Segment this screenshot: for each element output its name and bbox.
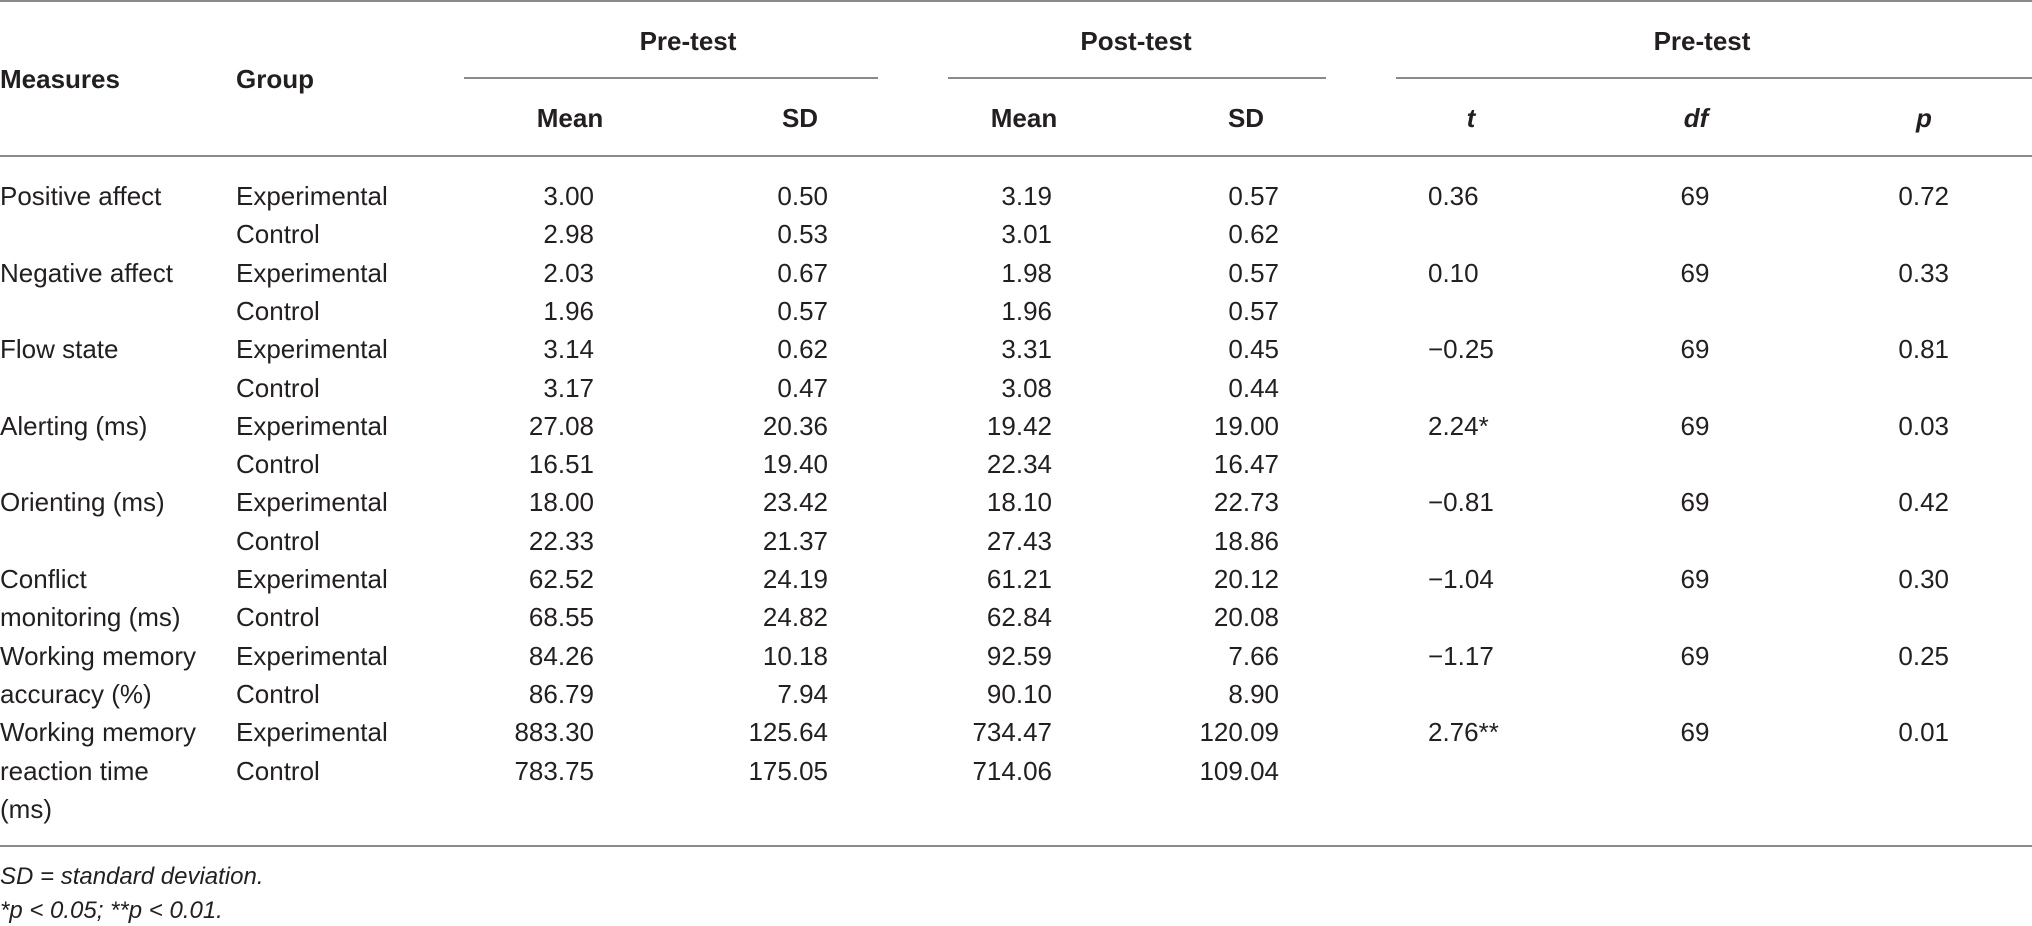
post-mean-cell: 90.10 [986,678,1052,709]
pre-mean-cell: 3.14 [543,334,594,365]
measure-label: Alerting (ms) [0,410,148,441]
pre-sd-cell: 0.67 [777,257,828,288]
t-value-cell: −0.25 [1428,334,1494,365]
post-sd-cell: 0.45 [1228,334,1279,365]
pre-mean-cell: 2.98 [543,219,594,250]
column-group-header-pretest: Pre-test [639,26,737,56]
pre-sd-cell: 0.47 [777,372,828,403]
column-group-header-posttest: Post-test [1080,26,1192,56]
pre-sd-cell: 0.50 [777,181,828,211]
pre-sd-cell: 20.36 [762,410,828,441]
pre-sd-cell: 0.53 [777,219,828,250]
pre-sd-cell: 10.18 [762,640,828,671]
measure-label: Positive affect [0,181,162,211]
post-mean-cell: 22.34 [986,449,1052,480]
group-label: Experimental [236,181,388,211]
group-label: Experimental [236,410,388,441]
p-value-cell: 0.42 [1898,487,1949,518]
df-value-cell: 69 [1680,487,1710,518]
p-value-cell: 0.01 [1898,717,1949,748]
column-header-post-mean: Mean [990,103,1058,133]
column-header-measures: Measures [0,64,120,94]
pre-mean-cell: 883.30 [514,717,594,748]
t-value-cell: −1.17 [1428,640,1494,671]
pre-sd-cell: 24.82 [762,602,828,633]
pre-sd-cell: 21.37 [762,525,828,556]
t-value-cell: −0.81 [1428,487,1494,518]
post-sd-cell: 16.47 [1213,449,1279,480]
p-value-cell: 0.72 [1898,181,1949,211]
group-label: Control [236,449,320,480]
df-value-cell: 69 [1680,640,1710,671]
pre-sd-cell: 0.62 [777,334,828,365]
header-bottom-rule [0,155,2032,157]
df-value-cell: 69 [1680,334,1710,365]
t-value-cell: 2.76** [1428,717,1499,748]
group-label: Control [236,755,320,786]
post-sd-cell: 0.57 [1228,181,1279,211]
post-mean-cell: 714.06 [972,755,1052,786]
column-header-pre-mean: Mean [536,103,604,133]
t-value-cell: −1.04 [1428,564,1494,594]
post-mean-cell: 1.96 [1001,295,1052,326]
post-mean-cell: 19.42 [986,410,1052,441]
group-label: Experimental [236,717,388,748]
post-sd-cell: 8.90 [1228,678,1279,709]
p-value-cell: 0.33 [1898,257,1949,288]
group-label: Experimental [236,334,388,365]
footnote-significance: *p < 0.05; **p < 0.01. [0,897,223,924]
pretest-group-rule [464,77,878,79]
posttest-group-rule [948,77,1326,79]
p-value-cell: 0.03 [1898,410,1949,441]
pre-mean-cell: 16.51 [528,449,594,480]
post-sd-cell: 109.04 [1199,755,1279,786]
post-sd-cell: 120.09 [1199,717,1279,748]
group-label: Experimental [236,257,388,288]
pre-sd-cell: 23.42 [762,487,828,518]
post-mean-cell: 3.31 [1001,334,1052,365]
pre-sd-cell: 19.40 [762,449,828,480]
measure-label: Flow state [0,334,119,365]
table-top-rule [0,0,2032,2]
measure-label: (ms) [0,793,52,824]
pre-mean-cell: 27.08 [528,410,594,441]
group-label: Control [236,219,320,250]
post-sd-cell: 22.73 [1213,487,1279,518]
column-header-t: t [1466,103,1476,133]
post-sd-cell: 18.86 [1213,525,1279,556]
post-sd-cell: 20.08 [1213,602,1279,633]
pre-mean-cell: 62.52 [528,564,594,594]
post-mean-cell: 62.84 [986,602,1052,633]
group-label: Control [236,295,320,326]
group-label: Experimental [236,487,388,518]
post-sd-cell: 20.12 [1213,564,1279,594]
column-header-post-sd: SD [1227,103,1265,133]
df-value-cell: 69 [1680,717,1710,748]
pre-mean-cell: 3.00 [543,181,594,211]
footnote-sd: SD = standard deviation. [0,863,264,890]
pre-mean-cell: 3.17 [543,372,594,403]
test-group-rule [1396,77,2032,79]
post-sd-cell: 0.62 [1228,219,1279,250]
post-mean-cell: 27.43 [986,525,1052,556]
post-sd-cell: 0.57 [1228,295,1279,326]
df-value-cell: 69 [1680,410,1710,441]
measure-label: Negative affect [0,257,173,288]
post-sd-cell: 19.00 [1213,410,1279,441]
measure-label: Working memory [0,640,197,671]
measure-label: reaction time [0,755,149,786]
pre-sd-cell: 0.57 [777,295,828,326]
post-mean-cell: 18.10 [986,487,1052,518]
pre-mean-cell: 783.75 [514,755,594,786]
column-header-p: p [1916,103,1932,133]
pre-sd-cell: 24.19 [762,564,828,594]
p-value-cell: 0.25 [1898,640,1949,671]
measure-label: Working memory [0,717,197,748]
group-label: Experimental [236,564,388,594]
post-mean-cell: 734.47 [972,717,1052,748]
post-sd-cell: 0.57 [1228,257,1279,288]
pre-sd-cell: 175.05 [748,755,828,786]
post-sd-cell: 7.66 [1228,640,1279,671]
column-header-group: Group [236,64,314,94]
p-value-cell: 0.30 [1898,564,1949,594]
post-mean-cell: 3.08 [1001,372,1052,403]
post-sd-cell: 0.44 [1228,372,1279,403]
group-label: Control [236,372,320,403]
post-mean-cell: 61.21 [986,564,1052,594]
group-label: Experimental [236,640,388,671]
table-bottom-rule [0,845,2032,847]
column-header-df: df [1683,103,1709,133]
measure-label: monitoring (ms) [0,602,181,633]
pre-mean-cell: 1.96 [543,295,594,326]
post-mean-cell: 3.01 [1001,219,1052,250]
post-mean-cell: 1.98 [1001,257,1052,288]
measure-label: Conflict [0,564,87,594]
df-value-cell: 69 [1680,564,1710,594]
df-value-cell: 69 [1680,181,1710,211]
group-label: Control [236,525,320,556]
group-label: Control [236,602,320,633]
t-value-cell: 0.36 [1428,181,1479,211]
column-group-header-test: Pre-test [1653,26,1751,56]
measure-label: accuracy (%) [0,678,152,709]
t-value-cell: 0.10 [1428,257,1479,288]
pre-mean-cell: 84.26 [528,640,594,671]
pre-sd-cell: 7.94 [777,678,828,709]
pre-mean-cell: 68.55 [528,602,594,633]
df-value-cell: 69 [1680,257,1710,288]
post-mean-cell: 3.19 [1001,181,1052,211]
t-value-cell: 2.24* [1428,410,1489,441]
pre-sd-cell: 125.64 [748,717,828,748]
measure-label: Orienting (ms) [0,487,165,518]
pre-mean-cell: 18.00 [528,487,594,518]
post-mean-cell: 92.59 [986,640,1052,671]
pre-mean-cell: 22.33 [528,525,594,556]
column-header-pre-sd: SD [781,103,819,133]
group-label: Control [236,678,320,709]
p-value-cell: 0.81 [1898,334,1949,365]
pre-mean-cell: 2.03 [543,257,594,288]
pre-mean-cell: 86.79 [528,678,594,709]
